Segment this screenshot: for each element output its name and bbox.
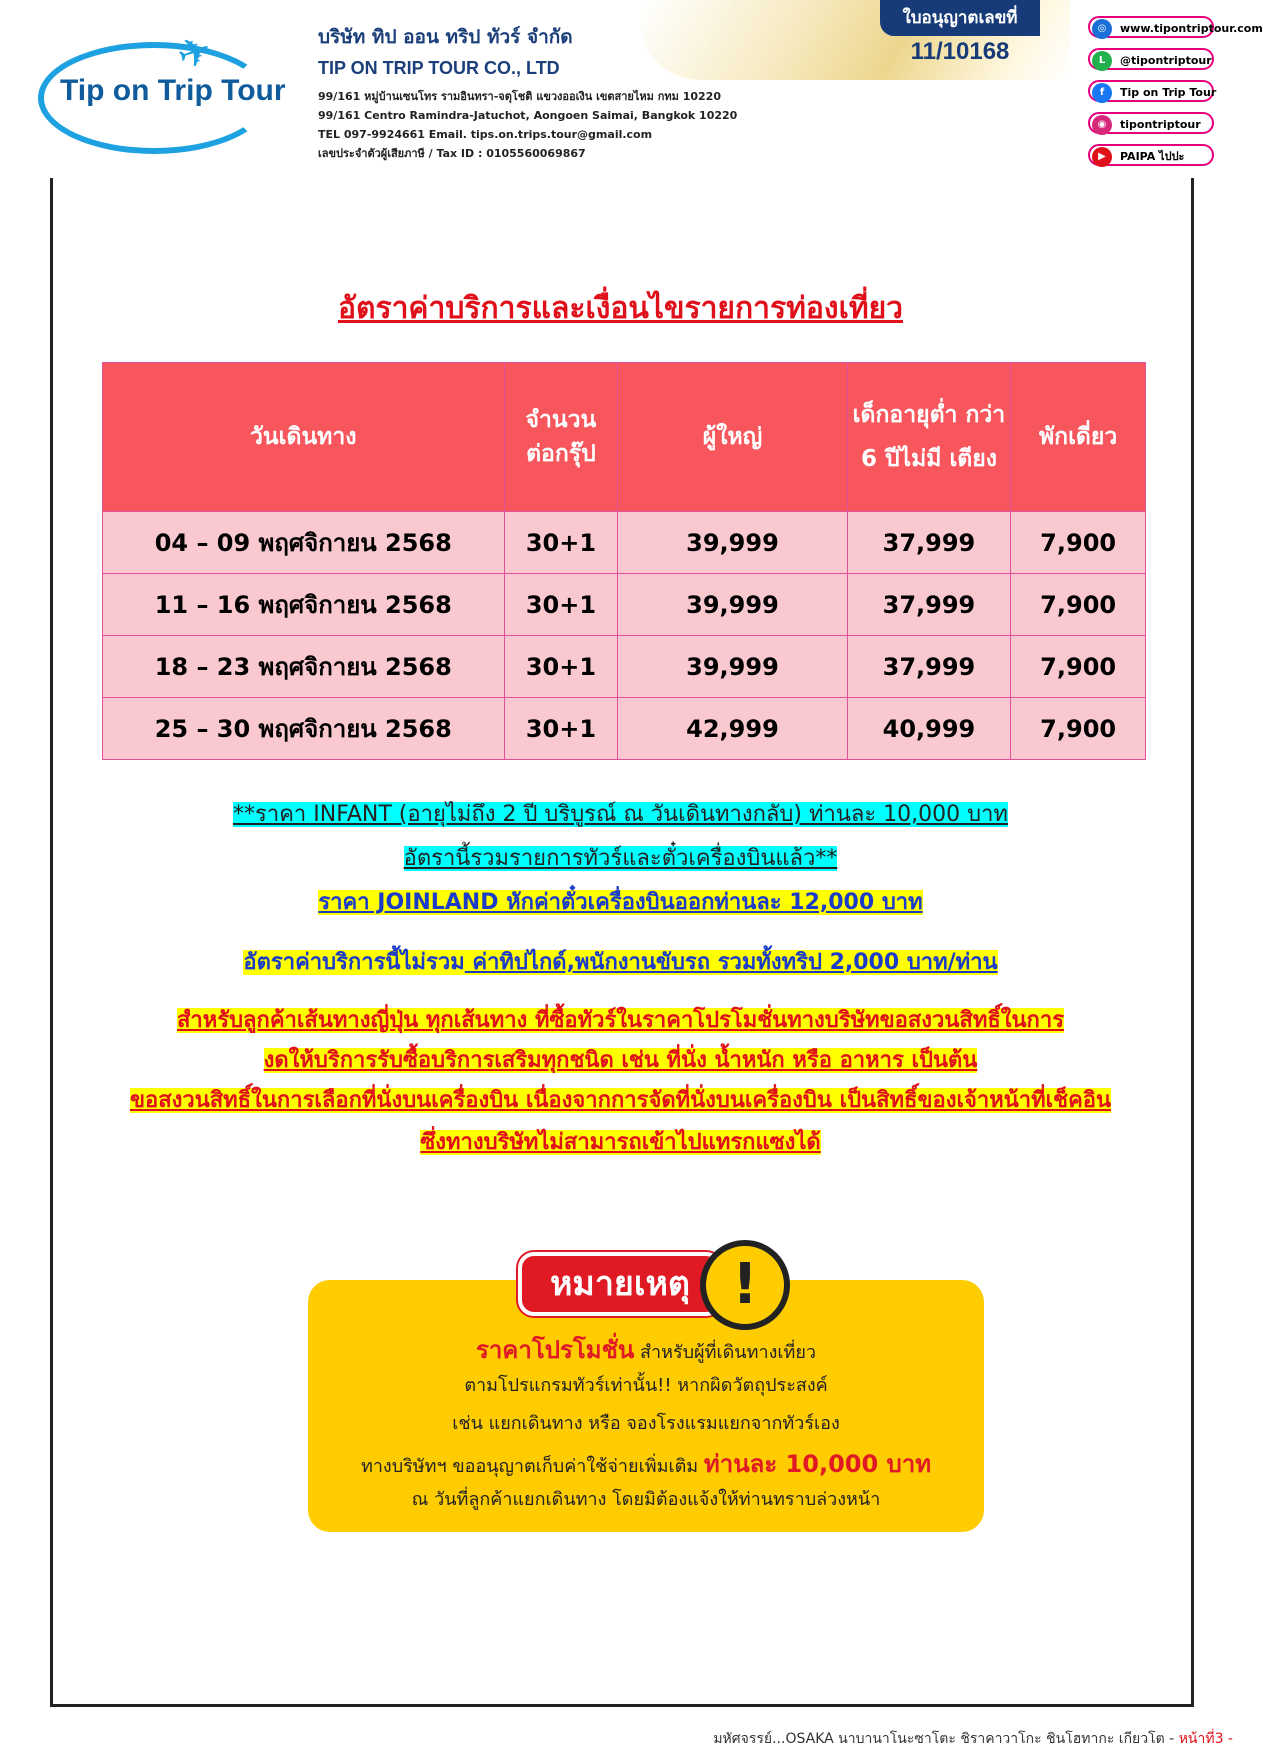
address-en: 99/161 Centro Ramindra-Jatuchot, Aongoen Saimai, Bangkok 10220 [318, 109, 738, 122]
tip-note-prefix: อัตราค่าบริการนี้ไม่รวม [243, 950, 465, 975]
japan-note-line4: ซึ่งทางบริษัทไม่สามารถเข้าไปแทรกแซงได้ [420, 1130, 821, 1155]
page-footer [713, 1728, 1233, 1750]
header-child-no-bed: เด็กอายุต่ำ กว่า 6 ปีไม่มี เตียง [847, 363, 1011, 512]
company-address [318, 87, 778, 163]
cell-single: 7,900 [1011, 698, 1146, 760]
cell-adult: 42,999 [618, 698, 847, 760]
cell-adult: 39,999 [618, 636, 847, 698]
cell-child: 37,999 [847, 512, 1011, 574]
instagram-icon: ◉ [1092, 115, 1112, 135]
cell-group: 30+1 [504, 636, 618, 698]
company-name-th: บริษัท ทิป ออน ทริป ทัวร์ จำกัด [318, 26, 573, 48]
cell-single: 7,900 [1011, 574, 1146, 636]
cell-date: 04 – 09 พฤศจิกายน 2568 [103, 512, 505, 574]
cell-date: 11 – 16 พฤศจิกายน 2568 [103, 574, 505, 636]
header-adult: ผู้ใหญ่ [618, 363, 847, 512]
address-th: 99/161 หมู่บ้านเซนโทร รามอินทรา-จตุโชติ แขวงออเงิน เขตสายไหม กทม 10220 [318, 90, 721, 103]
cell-child: 37,999 [847, 574, 1011, 636]
price-table [102, 362, 1146, 760]
remark-line4: ทางบริษัทฯ ขออนุญาตเก็บค่าใช้จ่ายเพิ่มเติม ท่านละ 10,000 บาท [360, 1450, 932, 1478]
footer-text: มหัศจรรย์...OSAKA นาบานาโนะซาโตะ ชิราคาวาโกะ ชินโฮทากะ เกียวโต - [713, 1731, 1179, 1747]
social-instagram-label: tipontriptour [1120, 118, 1201, 131]
remark-tag: หมายเหตุ [518, 1252, 722, 1316]
company-info [318, 22, 778, 163]
cell-single: 7,900 [1011, 636, 1146, 698]
remark-line3: เช่น แยกเดินทาง หรือ จองโรงแรมแยกจากทัวร์เอง [452, 1413, 840, 1434]
cell-group: 30+1 [504, 574, 618, 636]
cell-adult: 39,999 [618, 574, 847, 636]
social-youtube-label: PAIPA ไปปะ [1120, 150, 1185, 163]
facebook-icon: f [1092, 83, 1112, 103]
remark-line5: ณ วันที่ลูกค้าแยกเดินทาง โดยมิต้องแจ้งให้ท่านทราบล่วงหน้า [411, 1489, 881, 1510]
cell-child: 40,999 [847, 698, 1011, 760]
table-row [103, 574, 1146, 636]
table-row [103, 636, 1146, 698]
social-line[interactable] [1088, 48, 1214, 70]
line-icon: L [1092, 51, 1112, 71]
social-youtube[interactable] [1088, 144, 1214, 166]
license-label: ใบอนุญาตเลขที่ [880, 0, 1040, 36]
joinland-note: ราคา JOINLAND หักค่าตั๋วเครื่องบินออกท่านละ 12,000 บาท [318, 890, 923, 915]
header-single-supplement: พักเดี่ยว [1011, 363, 1146, 512]
header-travel-date: วันเดินทาง [103, 363, 505, 512]
infant-note-line1: **ราคา INFANT (อายุไม่ถึง 2 ปี บริบูรณ์ ณ วันเดินทางกลับ) ท่านละ 10,000 บาท [233, 802, 1008, 827]
license-number: 11/10168 [910, 38, 1010, 65]
tip-note-rest: ค่าทิปไกด์,พนักงานขับรถ รวมทั้งทริป 2,000 บาท/ท่าน [464, 950, 998, 975]
cell-child: 37,999 [847, 636, 1011, 698]
cell-adult: 39,999 [618, 512, 847, 574]
contact-line: TEL 097-9924661 Email. tips.on.trips.tour@gmail.com [318, 128, 653, 141]
page-title: อัตราค่าบริการและเงื่อนไขรายการท่องเที่ยว [337, 291, 904, 326]
company-logo [28, 22, 286, 152]
airplane-icon: ✈ [171, 25, 219, 81]
remark-line1: ราคาโปรโมชั่น สำหรับผู้ที่เดินทางเที่ยว [475, 1336, 817, 1364]
social-facebook[interactable] [1088, 80, 1217, 102]
japan-note-line1: สำหรับลูกค้าเส้นทางญี่ปุ่น ทุกเส้นทาง ที่ซื้อทัวร์ในราคาโปรโมชั่นทางบริษัทขอสงวนสิทธิ์ในการ [176, 1008, 1065, 1033]
social-facebook-label: Tip on Trip Tour [1120, 86, 1217, 99]
letterhead [0, 0, 1263, 170]
logo-text: Tip on Trip Tour [60, 74, 286, 107]
globe-icon: ◎ [1092, 19, 1112, 39]
table-header-row [103, 363, 1146, 512]
infant-note-line2: อัตรานี้รวมรายการทัวร์และตั๋วเครื่องบินแล้ว** [403, 846, 838, 871]
social-instagram[interactable] [1088, 112, 1214, 134]
remark-line2: ตามโปรแกรมทัวร์เท่านั้น!! หากผิดวัตถุประสงค์ [464, 1375, 828, 1396]
cell-group: 30+1 [504, 698, 618, 760]
youtube-icon: ▶ [1092, 147, 1112, 167]
page-number: หน้าที่3 - [1178, 1731, 1233, 1747]
cell-date: 18 – 23 พฤศจิกายน 2568 [103, 636, 505, 698]
japan-note-line2: งดให้บริการรับซื้อบริการเสริมทุกชนิด เช่น ที่นั่ง น้ำหนัก หรือ อาหาร เป็นต้น [263, 1048, 978, 1073]
exclamation-icon: ! [700, 1240, 790, 1330]
social-website-label: www.tipontriptour.com [1120, 22, 1263, 35]
japan-note-line3: ขอสงวนสิทธิ์ในการเลือกที่นั่งบนเครื่องบิน เนื่องจากการจัดที่นั่งบนเครื่องบิน เป็นสิทธิ์ของเจ้าหน้าที่เช็คอิน [129, 1088, 1112, 1113]
table-row [103, 512, 1146, 574]
social-line-label: @tipontriptour [1120, 54, 1212, 67]
header-group-size: จำนวน ต่อกรุ๊ป [504, 363, 618, 512]
tax-id: เลขประจำตัวผู้เสียภาษี / Tax ID : 0105560069867 [318, 147, 586, 160]
company-name-en: TIP ON TRIP TOUR CO., LTD [318, 58, 560, 78]
table-row [103, 698, 1146, 760]
social-website[interactable] [1088, 16, 1263, 38]
cell-group: 30+1 [504, 512, 618, 574]
tip-note [0, 944, 1241, 979]
cell-date: 25 – 30 พฤศจิกายน 2568 [103, 698, 505, 760]
cell-single: 7,900 [1011, 512, 1146, 574]
